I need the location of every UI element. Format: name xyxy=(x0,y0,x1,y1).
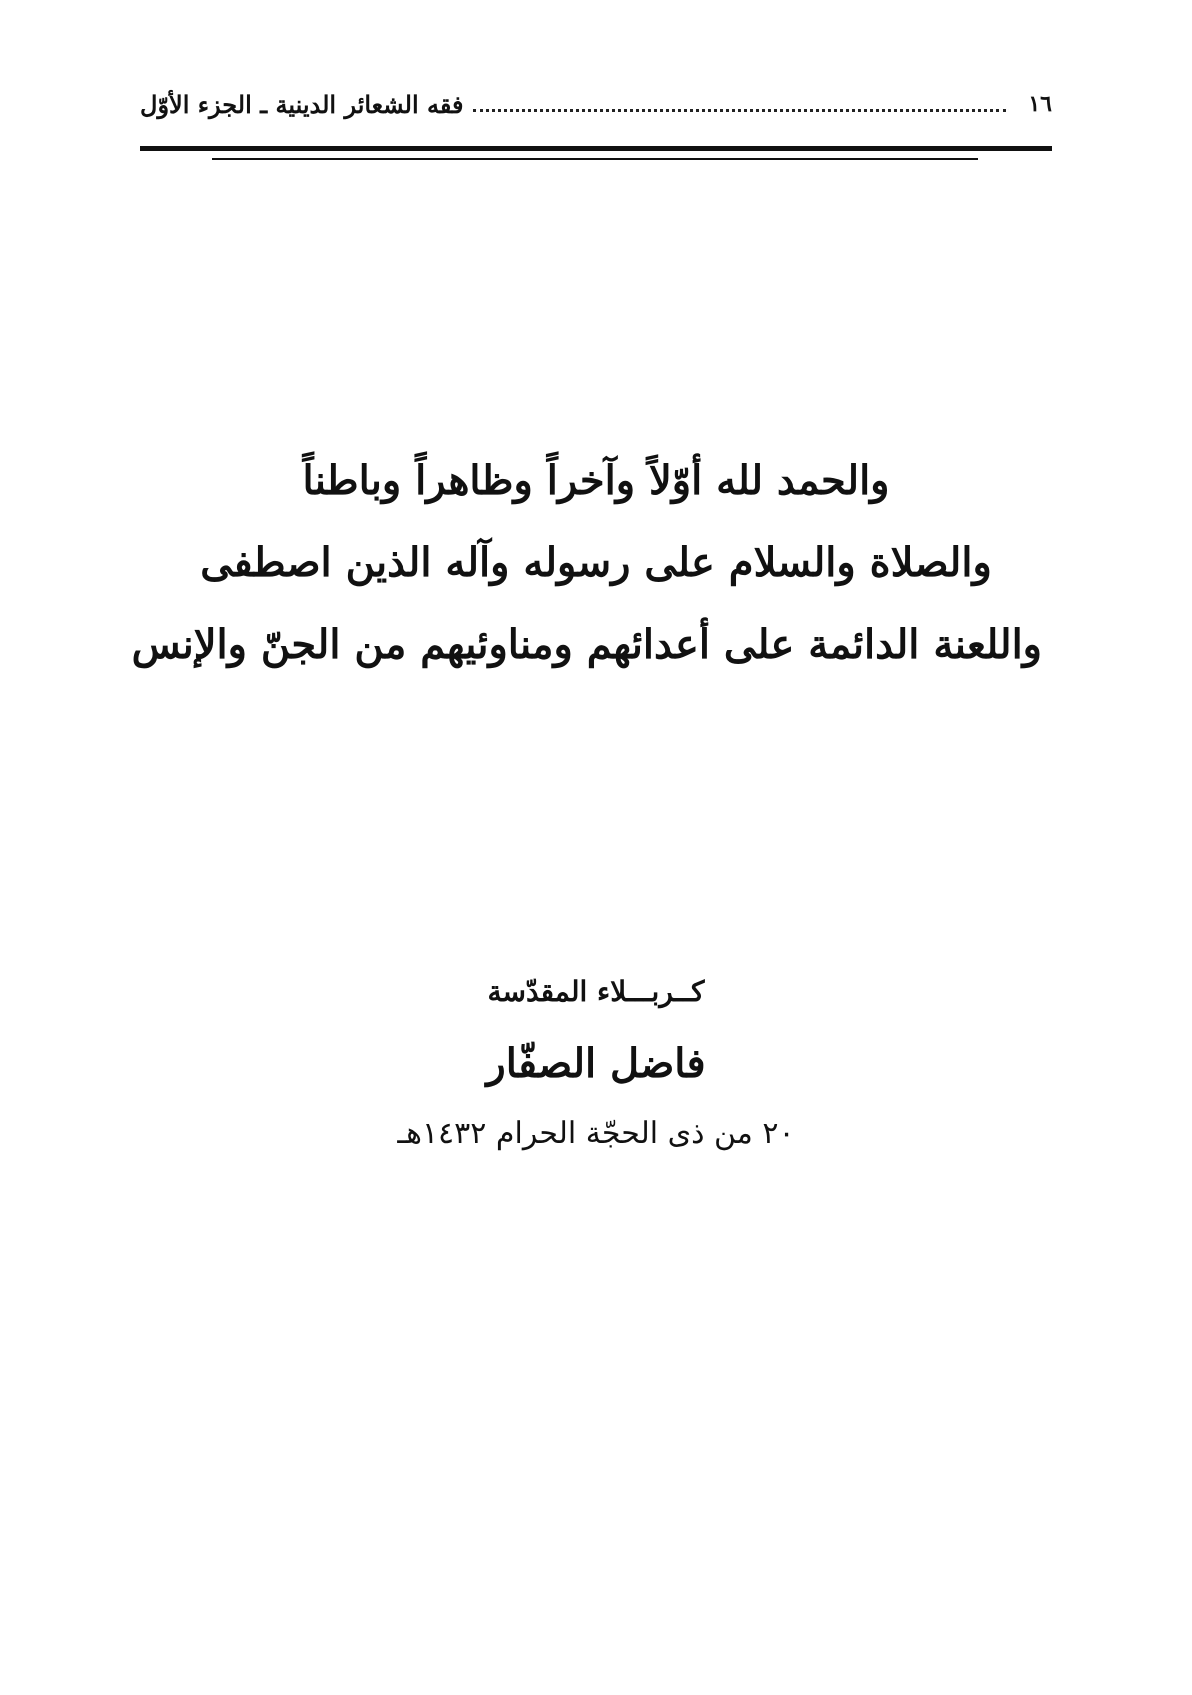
running-title: فقه الشعائر الدينية ـ الجزء الأوّل xyxy=(140,89,464,119)
signature-author: فاضل الصفّار xyxy=(486,1040,706,1087)
leader-dots xyxy=(473,109,1006,112)
page-number: ١٦ xyxy=(1028,91,1052,117)
dedication-line: والصلاة والسلام على رسوله وآله الذين اصطفى xyxy=(200,539,992,586)
signature-place: كــربـــلاء المقدّسة xyxy=(487,975,705,1008)
running-header xyxy=(140,84,1052,124)
header-rule-thick xyxy=(140,146,1052,151)
dedication-line: والحمد لله أوّلاً وآخراً وظاهراً وباطناً xyxy=(302,457,890,504)
header-rule-thin xyxy=(212,158,978,160)
signature-date: ٢٠ من ذى الحجّة الحرام ١٤٣٢هـ xyxy=(397,1116,795,1151)
signature-block xyxy=(200,960,992,1164)
dedication-block xyxy=(131,440,1042,686)
dedication-line: واللعنة الدائمة على أعدائهم ومناوئيهم من الجنّ والإنس xyxy=(131,621,1042,668)
